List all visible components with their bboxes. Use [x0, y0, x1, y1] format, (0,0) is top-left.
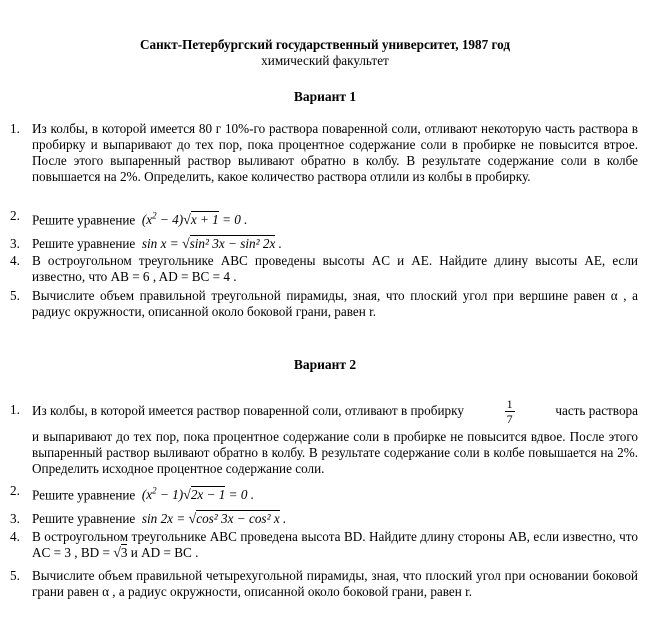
formula-part: (x: [141, 212, 153, 228]
task-number: 4.: [10, 253, 20, 268]
task-lead: Решите уравнение: [32, 212, 136, 228]
faculty-subtitle: химический факультет: [261, 53, 389, 68]
v2-task-2: [10, 483, 638, 504]
formula-radicand: cos² 3x − cos² x: [196, 511, 280, 526]
formula-radicand: x + 1: [190, 212, 219, 228]
task-number: 5.: [10, 568, 20, 583]
task-text-part: и AD = BC .: [127, 545, 199, 560]
task-text-part: В остроугольном треугольнике ABC проведена высота BD. Найдите длину стороны AB, если известно, что AC = 3 , BD =: [32, 529, 638, 560]
formula: [142, 511, 286, 526]
task-lead: Решите уравнение: [32, 511, 136, 526]
v1-task-3: [10, 236, 638, 253]
v1-task-5: [10, 288, 638, 320]
task-text: [32, 395, 638, 477]
formula-part: sin 2x =: [141, 511, 189, 526]
formula-radicand: 2x − 1: [190, 487, 226, 503]
formula-radicand: sin² 3x − sin² 2x: [189, 236, 276, 251]
formula-part: = 0 .: [218, 212, 248, 228]
task-text-part: часть раствора: [555, 403, 638, 418]
task-number: 3.: [10, 236, 20, 251]
v1-task-1: [10, 121, 638, 185]
formula-part: (x: [141, 487, 153, 503]
formula-exponent: 2: [152, 486, 157, 496]
task-text: [32, 208, 638, 229]
formula: [142, 487, 254, 502]
formula-part: .: [279, 511, 287, 526]
sqrt-icon: √: [113, 546, 121, 561]
fraction: [505, 397, 515, 426]
formula-radicand: 3: [120, 545, 128, 560]
v1-task-4: [10, 253, 638, 285]
fraction-denominator: 7: [506, 411, 513, 426]
sqrt-icon: √: [183, 488, 191, 504]
formula-exponent: 2: [152, 211, 157, 221]
variant2-title: Вариант 2: [293, 357, 357, 372]
fraction-numerator: 1: [506, 396, 513, 411]
sqrt-icon: √: [188, 512, 197, 527]
task-text: [32, 511, 638, 528]
v2-task-5: [10, 568, 638, 600]
university-title: Санкт-Петербургский государственный университет, 1987 год: [139, 37, 511, 52]
task-lead: Решите уравнение: [32, 236, 136, 251]
task-number: 3.: [10, 511, 20, 526]
v2-task-3: [10, 511, 638, 528]
formula: [142, 236, 282, 251]
task-text: В остроугольном треугольнике ABC проведены высоты AC и AE. Найдите длину высоты AE, если известно, что AB = 6 , AD = BC = 4 .: [32, 253, 638, 284]
task-text-part: и выпаривают до тех пор, пока процентное содержание соли в пробирке не повысится вдвое. После этого выпаренный раствор выливают обратно в колбу. В результате содержание соли в колбе повышается на 2%. Определить исходное процентное содержание соли.: [32, 429, 638, 476]
document-header: [0, 37, 650, 69]
task-text: Вычислите объем правильной четырехугольной пирамиды, зная, что плоский угол при основании боковой грани равен α , а радиус окружности, описанной около боковой грани, равен r.: [32, 568, 638, 599]
task-number: 5.: [10, 288, 20, 303]
task-number: 2.: [10, 208, 20, 223]
v2-task-4: [10, 529, 638, 562]
task-first-line: [32, 395, 638, 427]
formula-part: = 0 .: [225, 487, 255, 503]
task-number: 2.: [10, 483, 20, 498]
formula-part: sin x =: [141, 236, 182, 251]
task-text: Из колбы, в которой имеется 80 г 10%-го раствора поваренной соли, отливают некоторую часть раствора в пробирку и выпаривают до тех пор, пока процентное содержание соли в пробирке не повысится втрое. После этого выпаренный раствор выливают обратно в колбу. В результате содержание соли в колбе повышается на 2%. Определить, какое количество раствора отлили из колбы в пробирку.: [32, 121, 638, 184]
task-number: 1.: [10, 121, 20, 136]
task-text: [32, 529, 638, 562]
v2-task-1: [10, 395, 638, 477]
formula-part: .: [275, 236, 282, 251]
sqrt-icon: √: [183, 213, 191, 229]
sqrt-icon: √: [181, 237, 190, 252]
task-text: Вычислите объем правильной треугольной пирамиды, зная, что плоский угол при вершине равен α , а радиус окружности, описанной около боковой грани, равен r.: [32, 288, 638, 319]
task-text-part: Из колбы, в которой имеется раствор поваренной соли, отливают в пробирку: [32, 403, 464, 418]
formula: [142, 212, 248, 227]
v1-task-2: [10, 208, 638, 229]
formula-part: − 1): [156, 487, 184, 503]
variant1-title: Вариант 1: [293, 89, 357, 104]
task-lead: Решите уравнение: [32, 487, 136, 503]
task-number: 4.: [10, 529, 20, 544]
formula-part: − 4): [156, 212, 184, 228]
task-text: [32, 483, 638, 504]
task-number: 1.: [10, 402, 20, 417]
task-text: [32, 236, 638, 253]
